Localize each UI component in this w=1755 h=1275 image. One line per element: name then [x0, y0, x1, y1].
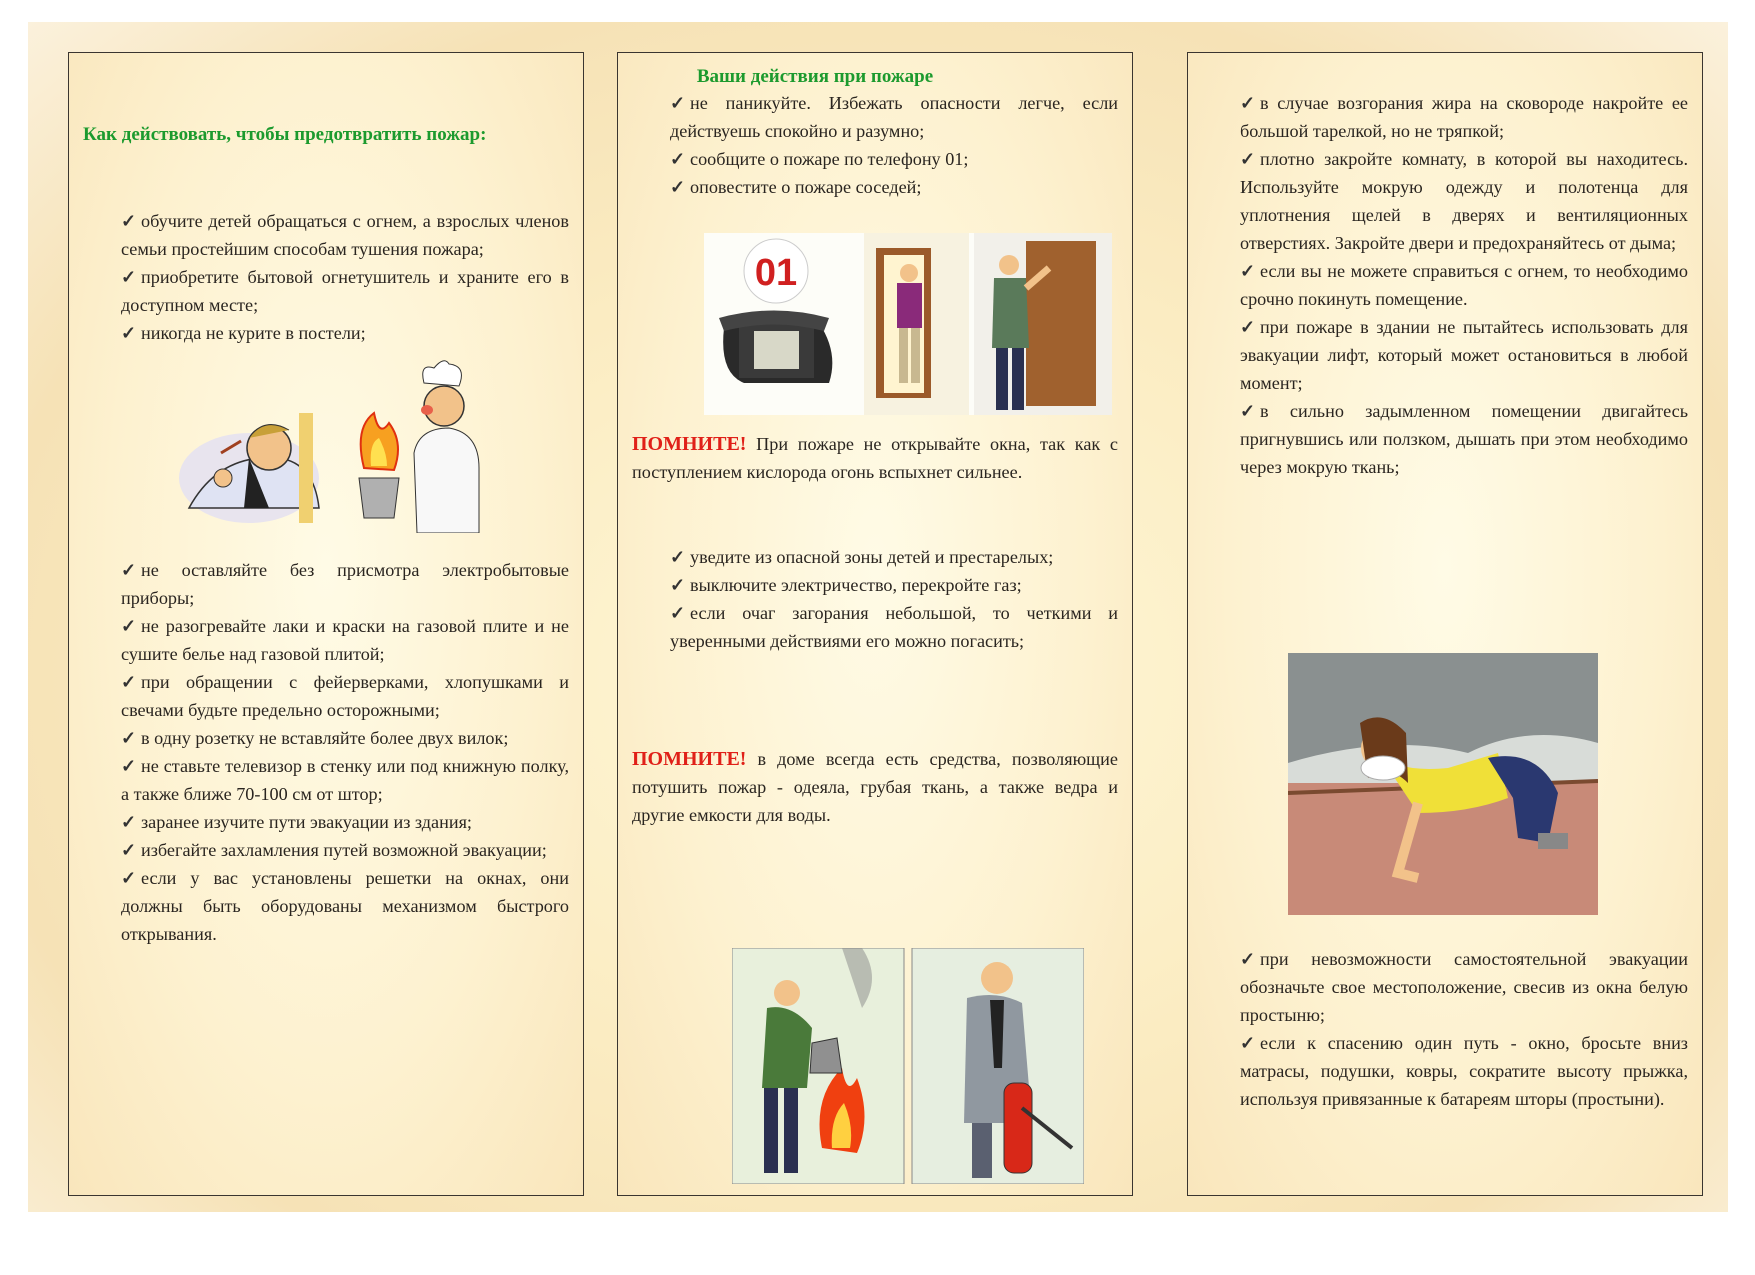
- list-item: ✓ в сильно задымленном помещении двигайтесь пригнувшись или ползком, дышать при этом необходимо через мокрую ткань;: [1202, 397, 1688, 481]
- check-icon: ✓: [121, 560, 137, 580]
- remember-means-note: ПОМНИТЕ! в доме всегда есть средства, позволяющие потушить пожар - одеяла, грубая ткань, а также ведра и другие емкости для воды.: [632, 748, 1118, 825]
- list-item: ✓ в одну розетку не вставляйте более двух вилок;: [83, 724, 569, 752]
- smoker-and-cook-illustration: [149, 358, 499, 533]
- actions-list-top: [632, 89, 1118, 201]
- check-icon: ✓: [121, 211, 137, 231]
- list-item: ✓ приобретите бытовой огнетушитель и храните его в доступном месте;: [83, 263, 569, 319]
- phone-number-label: 01: [754, 252, 798, 294]
- check-icon: ✓: [1240, 149, 1256, 169]
- list-item: ✓ заранее изучите пути эвакуации из здания;: [83, 808, 569, 836]
- brochure-sheet: [28, 22, 1728, 1212]
- list-item: ✓ обучите детей обращаться с огнем, а взрослых членов семьи простейшим способам тушения пожара;: [83, 207, 569, 263]
- list-item: ✓ если вы не можете справиться с огнем, то необходимо срочно покинуть помещение.: [1202, 257, 1688, 313]
- check-icon: ✓: [1240, 93, 1256, 113]
- check-icon: ✓: [121, 728, 137, 748]
- check-icon: ✓: [121, 672, 137, 692]
- check-icon: ✓: [670, 93, 686, 113]
- remember-label: ПОМНИТЕ!: [632, 433, 747, 455]
- list-item: ✓ не разогревайте лаки и краски на газовой плите и не сушите белье над газовой плитой;: [83, 612, 569, 668]
- actions-list-mid: [632, 543, 1118, 655]
- check-icon: ✓: [121, 323, 137, 343]
- list-item: ✓ если у вас установлены решетки на окнах, они должны быть оборудованы механизмом быстрого открывания.: [83, 864, 569, 948]
- check-icon: ✓: [121, 840, 137, 860]
- check-icon: ✓: [121, 812, 137, 832]
- remember-window-note: ПОМНИТЕ! При пожаре не открывайте окна, так как с поступлением кислорода огонь вспыхнет сильнее.: [632, 433, 1118, 482]
- list-item: ✓ никогда не курите в постели;: [83, 319, 569, 347]
- list-item: ✓ не паникуйте. Избежать опасности легче, если действуешь спокойно и разумно;: [632, 89, 1118, 145]
- list-item: ✓ если к спасению один путь - окно, бросьте вниз матрасы, подушки, ковры, сократите высоту прыжка, используя привязанные к батареям шторы (простыни).: [1202, 1029, 1688, 1113]
- list-item: ✓ плотно закройте комнату, в которой вы находитесь. Используйте мокрую одежду и полотенца для уплотнения щелей в дверях и вентиляционных отверстиях. Закройте двери и предохраняйтесь от дыма;: [1202, 145, 1688, 257]
- check-icon: ✓: [121, 267, 137, 287]
- check-icon: ✓: [1240, 1033, 1256, 1053]
- crawling-woman-illustration: [1288, 653, 1598, 915]
- prevention-list-bottom: [83, 556, 569, 948]
- escape-list-bottom: [1202, 945, 1688, 1113]
- check-icon: ✓: [121, 616, 137, 636]
- phone-and-neighbors-illustration: [704, 233, 1112, 415]
- check-icon: ✓: [670, 603, 686, 623]
- list-item: ✓ при обращении с фейерверками, хлопушками и свечами будьте предельно осторожными;: [83, 668, 569, 724]
- check-icon: ✓: [1240, 261, 1256, 281]
- prevention-list-top: [83, 207, 569, 347]
- list-item: ✓ уведите из опасной зоны детей и престарелых;: [632, 543, 1118, 571]
- list-item: ✓ не оставляйте без присмотра электробытовые приборы;: [83, 556, 569, 612]
- list-item: ✓ избегайте захламления путей возможной эвакуации;: [83, 836, 569, 864]
- list-item: ✓ сообщите о пожаре по телефону 01;: [632, 145, 1118, 173]
- check-icon: ✓: [670, 149, 686, 169]
- check-icon: ✓: [670, 547, 686, 567]
- list-item: ✓ не ставьте телевизор в стенку или под книжную полку, а также ближе 70-100 см от штор;: [83, 752, 569, 808]
- check-icon: ✓: [1240, 317, 1256, 337]
- check-icon: ✓: [1240, 401, 1256, 421]
- list-item: ✓ выключите электричество, перекройте газ;: [632, 571, 1118, 599]
- panel-prevention: [68, 52, 584, 1196]
- check-icon: ✓: [670, 177, 686, 197]
- check-icon: ✓: [670, 575, 686, 595]
- list-item: ✓ оповестите о пожаре соседей;: [632, 173, 1118, 201]
- panel-escape: [1187, 52, 1703, 1196]
- prevention-heading: Как действовать, чтобы предотвратить пожар:: [83, 124, 487, 145]
- check-icon: ✓: [121, 756, 137, 776]
- actions-heading: Ваши действия при пожаре: [696, 66, 934, 87]
- panel-actions: [617, 52, 1133, 1196]
- remember-label: ПОМНИТЕ!: [632, 748, 747, 770]
- list-item: ✓ при пожаре в здании не пытайтесь использовать для эвакуации лифт, который может остановиться в любой момент;: [1202, 313, 1688, 397]
- list-item: ✓ если очаг загорания небольшой, то четкими и уверенными действиями его можно погасить;: [632, 599, 1118, 655]
- check-icon: ✓: [1240, 949, 1256, 969]
- check-icon: ✓: [121, 868, 137, 888]
- list-item: ✓ при невозможности самостоятельной эвакуации обозначьте свое местоположение, свесив из окна белую простыню;: [1202, 945, 1688, 1029]
- extinguishing-illustration: [732, 948, 1084, 1184]
- list-item: ✓ в случае возгорания жира на сковороде накройте ее большой тарелкой, но не тряпкой;: [1202, 89, 1688, 145]
- escape-list-top: [1202, 89, 1688, 481]
